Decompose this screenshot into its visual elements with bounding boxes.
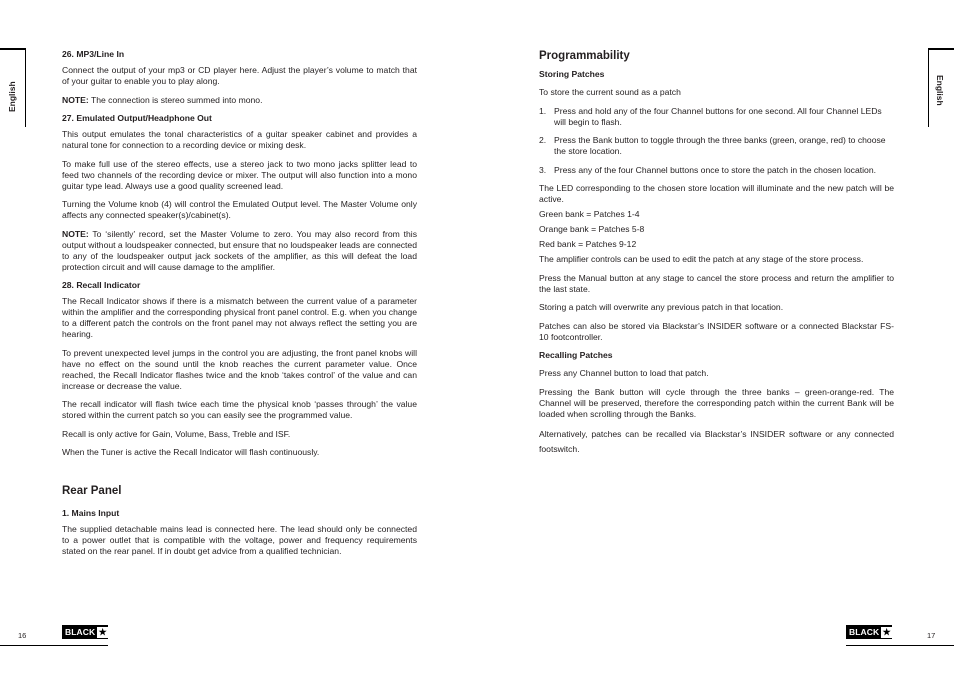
list-number: 2. [539, 135, 547, 145]
paragraph: To store the current sound as a patch [539, 87, 681, 97]
paragraph: To make full use of the stereo effects, use a stereo jack to two mono jacks splitter lead to feed two channels of the recording device or mixer. The output will also function into a mono guitar type lead. Always use a good quality screened lead. [62, 158, 417, 191]
list-number: 1. [539, 105, 547, 116]
list-item [539, 106, 894, 128]
note-text: To ‘silently’ record, set the Master Volume to zero. You may also record from this output without a loudspeaker connected, but ensure that no loudspeaker leads are connected to any of the loudspeaker output jack sockets of the amplifier, as this will defeat the load protection circuit and will cause damage to the amplifier. [62, 228, 417, 272]
blackstar-logo [846, 625, 892, 639]
note-label: NOTE: [62, 228, 89, 239]
section-heading-storing-patches: Storing Patches [539, 69, 605, 79]
section-heading-rear-panel: Rear Panel [62, 485, 122, 497]
paragraph: Patches can also be stored via Blackstar’s INSIDER software or a connected Blackstar FS-10 footcontroller. [539, 320, 894, 342]
note-label: NOTE: [62, 94, 89, 105]
side-tab-label: English [935, 75, 945, 106]
note-paragraph [62, 229, 417, 273]
numbered-list [539, 106, 894, 176]
side-tab-right [928, 48, 954, 127]
bank-line: Red bank = Patches 9-12 [539, 239, 637, 249]
list-text: Press and hold any of the four Channel buttons for one second. All four Channel LEDs will begin to flash. [554, 105, 882, 127]
paragraph: The supplied detachable mains lead is connected here. The lead should only be connected to a power outlet that is compatible with the voltage, power and frequency requirements stated on the rear panel. If in doubt get advice from a qualified technician. [62, 524, 417, 556]
side-tab-left [0, 48, 26, 127]
blackstar-logo [62, 625, 108, 639]
paragraph: Turning the Volume knob (4) will control the Emulated Output level. The Master Volume only affects any connected speaker(s)/cabinet(s). [62, 199, 417, 220]
paragraph: The Recall Indicator shows if there is a mismatch between the current value of a parameter within the amplifier and the corresponding physical front panel control. E.g. when you change to a different patch the controls on the front panel may not always reflect the setting you are hearing. [62, 296, 417, 339]
logo-text: BLACK [849, 627, 880, 637]
star-icon: ★ [98, 626, 107, 637]
paragraph: The amplifier controls can be used to edit the patch at any stage of the store process. [539, 254, 864, 264]
paragraph: Pressing the Bank button will cycle through the three banks – green-orange-red. The Channel will be preserved, therefore the corresponding patch within the current Bank will be loaded when scrolling through the Banks. [539, 386, 894, 419]
paragraph: Alternatively, patches can be recalled via Blackstar’s INSIDER software or any connected footswitch. [539, 429, 894, 454]
section-heading-recall-indicator: 28. Recall Indicator [62, 280, 141, 290]
bank-line: Green bank = Patches 1-4 [539, 209, 640, 219]
logo-text: BLACK [65, 627, 96, 637]
side-tab-label: English [7, 81, 17, 112]
list-text: Press any of the four Channel buttons once to store the patch in the chosen location. [554, 164, 876, 175]
paragraph: When the Tuner is active the Recall Indicator will flash continuously. [62, 447, 320, 457]
section-heading-emulated-output: 27. Emulated Output/Headphone Out [62, 113, 212, 123]
section-heading-mains-input: 1. Mains Input [62, 508, 120, 518]
list-item [539, 135, 894, 157]
paragraph: Storing a patch will overwrite any previous patch in that location. [539, 302, 784, 312]
paragraph: The LED corresponding to the chosen store location will illuminate and the new patch will be active. [539, 183, 894, 204]
paragraph: Press any Channel button to load that patch. [539, 368, 709, 378]
section-heading-mp3-line-in: 26. MP3/Line In [62, 49, 125, 59]
section-heading-recalling-patches: Recalling Patches [539, 350, 613, 360]
paragraph: Press the Manual button at any stage to cancel the store process and return the amplifier to the last state. [539, 272, 894, 294]
paragraph: This output emulates the tonal characteristics of a guitar speaker cabinet and provides a natural tone for connection to a recording device or mixing desk. [62, 129, 417, 150]
star-icon: ★ [882, 626, 891, 637]
note-paragraph [62, 95, 417, 106]
footer-rule [0, 645, 108, 646]
paragraph: To prevent unexpected level jumps in the control you are adjusting, the front panel knobs will have no effect on the sound until the knob reaches the current parameter value. Once reached, the Recall Indicator flashes twice and the knob ‘takes control’ of the value and can increase or decrease the value. [62, 347, 417, 391]
section-heading-programmability: Programmability [539, 50, 630, 62]
page-number: 17 [927, 631, 936, 640]
paragraph: The recall indicator will flash twice each time the physical knob ‘passes through’ the value stored within the current patch so you can easily see the programmed value. [62, 399, 417, 420]
paragraph: Recall is only active for Gain, Volume, Bass, Treble and ISF. [62, 428, 291, 439]
right-page-content [539, 49, 894, 465]
paragraph: Connect the output of your mp3 or CD player here. Adjust the player’s volume to match that of your guitar to enable you to play along. [62, 65, 417, 86]
footer-rule [846, 645, 954, 646]
list-number: 3. [539, 164, 547, 175]
list-item [539, 165, 894, 176]
bank-line: Orange bank = Patches 5-8 [539, 224, 645, 234]
list-text: Press the Bank button to toggle through the three banks (green, orange, red) to choose the store location. [554, 135, 886, 156]
note-text: The connection is stereo summed into mono. [88, 94, 263, 105]
left-page-content [62, 49, 417, 565]
page-number: 16 [18, 631, 27, 640]
